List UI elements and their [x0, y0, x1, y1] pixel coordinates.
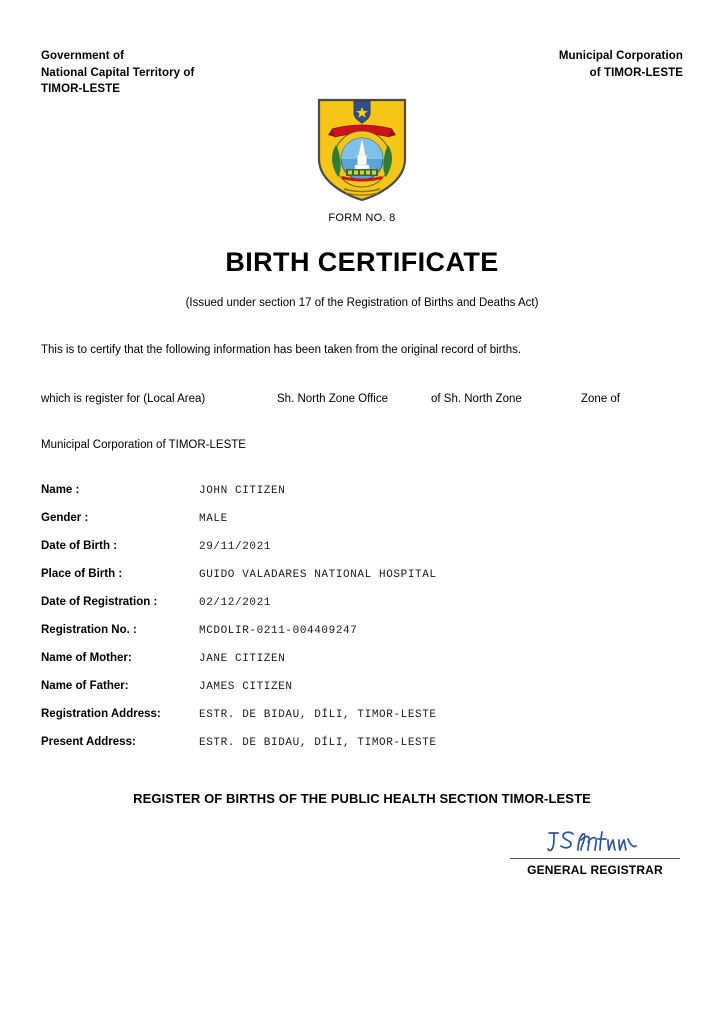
header-left-line-3: TIMOR-LESTE	[41, 83, 121, 96]
field-label-name-of-mother: Name of Mother:	[41, 652, 132, 664]
zone-value: of Sh. North Zone	[431, 393, 522, 405]
field-value-registration-address: ESTR. DE BIDAU, DÍLI, TIMOR-LESTE	[199, 709, 437, 721]
field-row-name-of-mother	[41, 652, 681, 680]
field-value-place-of-birth: GUIDO VALADARES NATIONAL HOSPITAL	[199, 569, 437, 581]
register-section-title: REGISTER OF BIRTHS OF THE PUBLIC HEALTH SECTION TIMOR-LESTE	[133, 791, 591, 806]
field-value-date-of-registration: 02/12/2021	[199, 597, 272, 609]
document-subtitle: (Issued under section 17 of the Registration of Births and Deaths Act)	[185, 297, 539, 309]
government-header-left	[41, 48, 194, 98]
field-row-name-of-father	[41, 680, 681, 708]
field-label-registration-address: Registration Address:	[41, 708, 161, 720]
field-row-place-of-birth	[41, 568, 681, 596]
field-label-date-of-birth: Date of Birth :	[41, 540, 118, 552]
zone-of-label: Zone of	[581, 393, 620, 405]
signature-icon	[540, 826, 650, 858]
field-value-name: JOHN CITIZEN	[199, 485, 286, 497]
field-label-name-of-father: Name of Father:	[41, 680, 129, 692]
certificate-fields	[41, 484, 681, 764]
field-value-name-of-father: JAMES CITIZEN	[199, 681, 293, 693]
field-label-date-of-registration: Date of Registration :	[41, 596, 158, 608]
field-row-date-of-birth	[41, 540, 681, 568]
field-label-present-address: Present Address:	[41, 736, 136, 748]
field-row-registration-no	[41, 624, 681, 652]
municipal-header-right	[559, 48, 683, 81]
field-value-present-address: ESTR. DE BIDAU, DÍLI, TIMOR-LESTE	[199, 737, 437, 749]
registration-area-row	[41, 393, 691, 409]
emblem-container	[0, 97, 724, 208]
header-right-line-1: Municipal Corporation	[558, 50, 683, 62]
field-value-name-of-mother: JANE CITIZEN	[199, 653, 286, 665]
form-number: FORM NO. 8	[328, 212, 396, 224]
header-right-line-2: of TIMOR-LESTE	[589, 66, 683, 79]
field-label-gender: Gender :	[41, 512, 89, 524]
field-row-registration-address	[41, 708, 681, 736]
page-title: BIRTH CERTIFICATE	[225, 247, 499, 277]
document-header	[41, 48, 683, 98]
field-label-registration-no: Registration No. :	[41, 624, 137, 636]
local-area-value: Sh. North Zone Office	[277, 393, 389, 405]
header-left-line-1: Government of	[41, 50, 125, 62]
signature-block	[510, 826, 680, 877]
registrar-caption: GENERAL REGISTRAR	[527, 863, 663, 877]
municipal-corporation-line: Municipal Corporation of TIMOR-LESTE	[41, 439, 246, 451]
field-row-gender	[41, 512, 681, 540]
field-row-date-of-registration	[41, 596, 681, 624]
field-value-gender: MALE	[199, 513, 228, 525]
field-value-registration-no: MCDOLIR-0211-004409247	[199, 625, 358, 637]
government-emblem-icon	[316, 97, 408, 203]
header-left-line-2: National Capital Territory of	[41, 66, 195, 79]
registrar-signature	[510, 826, 680, 858]
field-value-date-of-birth: 29/11/2021	[199, 541, 272, 553]
local-area-label: which is register for (Local Area)	[41, 393, 206, 405]
field-label-name: Name :	[41, 484, 80, 496]
field-label-place-of-birth: Place of Birth :	[41, 568, 123, 580]
field-row-present-address	[41, 736, 681, 764]
certification-statement: This is to certify that the following information has been taken from the original record of births.	[41, 344, 522, 356]
field-row-name	[41, 484, 681, 512]
